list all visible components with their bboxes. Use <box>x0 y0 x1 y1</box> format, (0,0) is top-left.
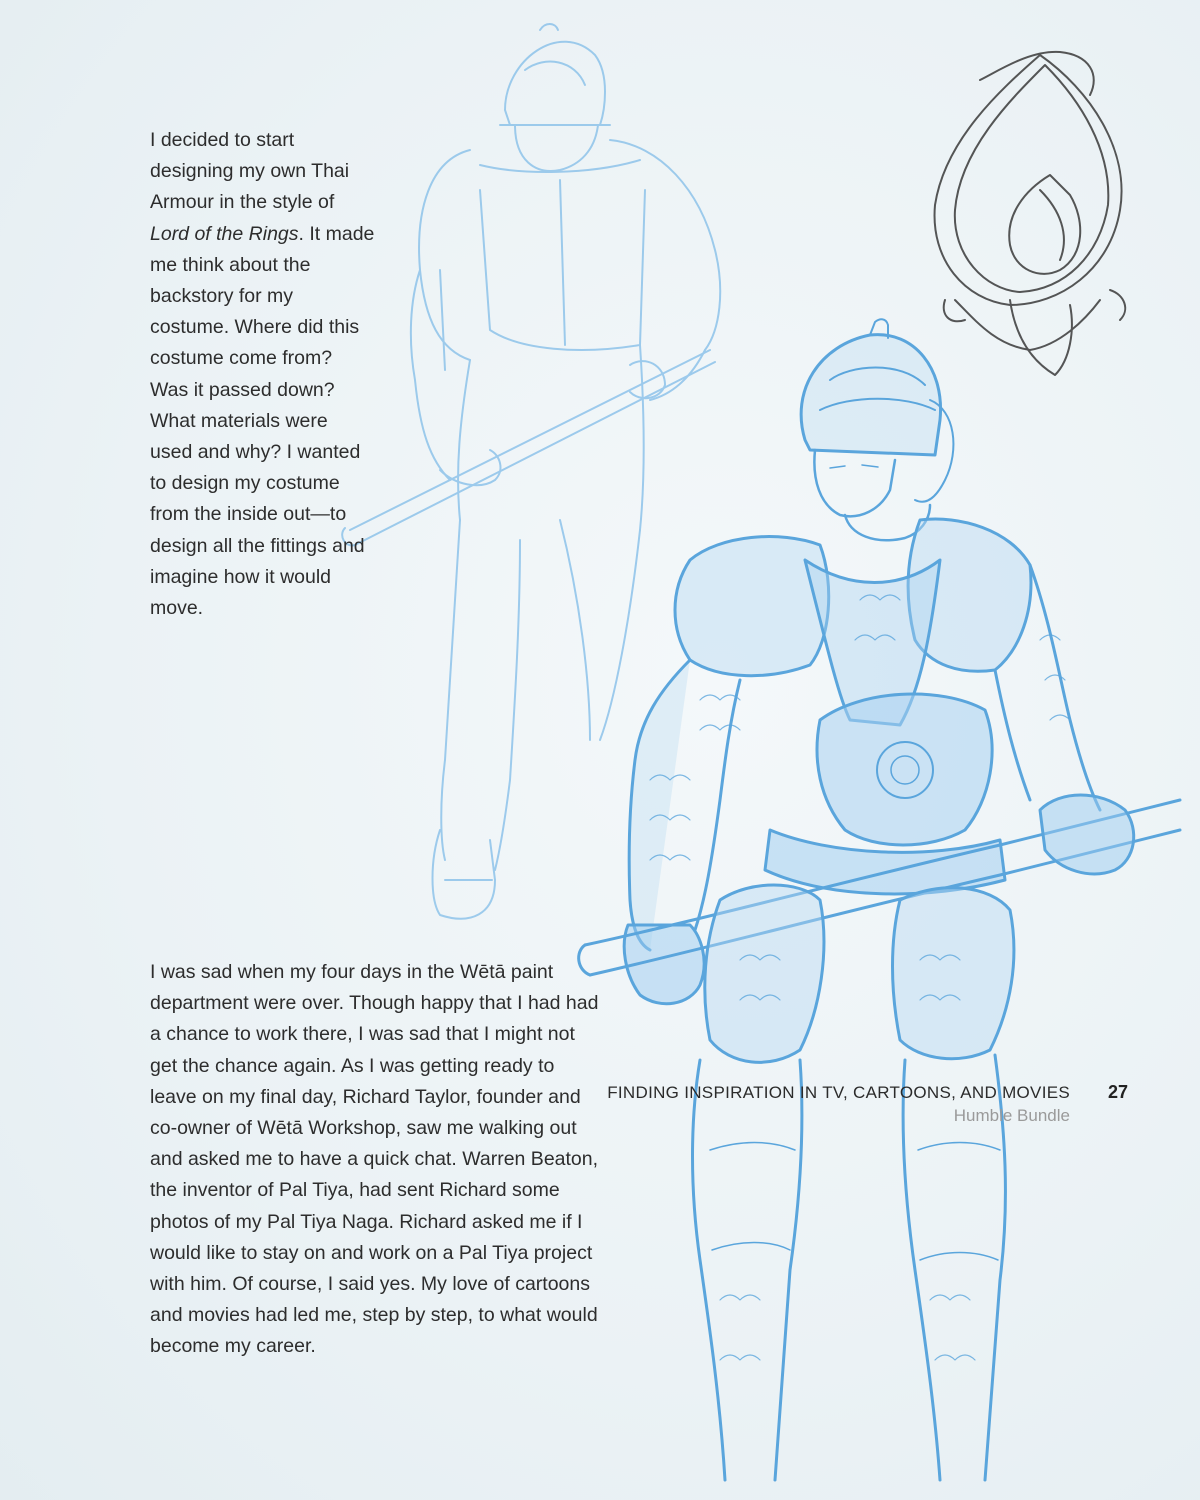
paragraph-1-rest-text: . It made me think about the backstory for my costume. Where did this costume come from? Was it passed down? What materials were used and why? I wanted to design my costume from the inside out—to design all the fittings and imagine how it would move. <box>150 222 375 620</box>
body-text-paragraph-1 <box>150 125 375 624</box>
foreground-thai-armour-figure-sketch <box>579 319 1180 1480</box>
paragraph-2: I was sad when my four days in the Wētā paint department were over. Though happy that I had had a chance to work there, I was sad that I might not get the chance again. As I was getting ready to leave on my final day, Richard Taylor, founder and co-owner of Wētā Workshop, saw me walking out and asked me to have a quick chat. Warren Beaton, the inventor of Pal Tiya, had sent Richard some photos of my Pal Tiya Naga. Richard asked me if I would like to stay on and work on a Pal Tiya project with him. Of course, I said yes. My love of cartoons and movies had led me, step by step, to what would become my career. <box>150 961 599 1358</box>
film-title-italic: Lord of the Rings <box>150 222 299 245</box>
paragraph-1-lead-text: I decided to start designing my own Thai Armour in the style of <box>150 129 350 214</box>
lotus-bud-pencil-doodle <box>935 52 1126 375</box>
paragraph-1 <box>150 125 375 624</box>
body-text-paragraph-2 <box>150 957 605 1363</box>
running-footer-section-title: FINDING INSPIRATION IN TV, CARTOONS, AND MOVIES <box>607 1083 1070 1102</box>
page-number: 27 <box>1108 1082 1129 1102</box>
watermark-text: Humble Bundle <box>953 1106 1070 1125</box>
